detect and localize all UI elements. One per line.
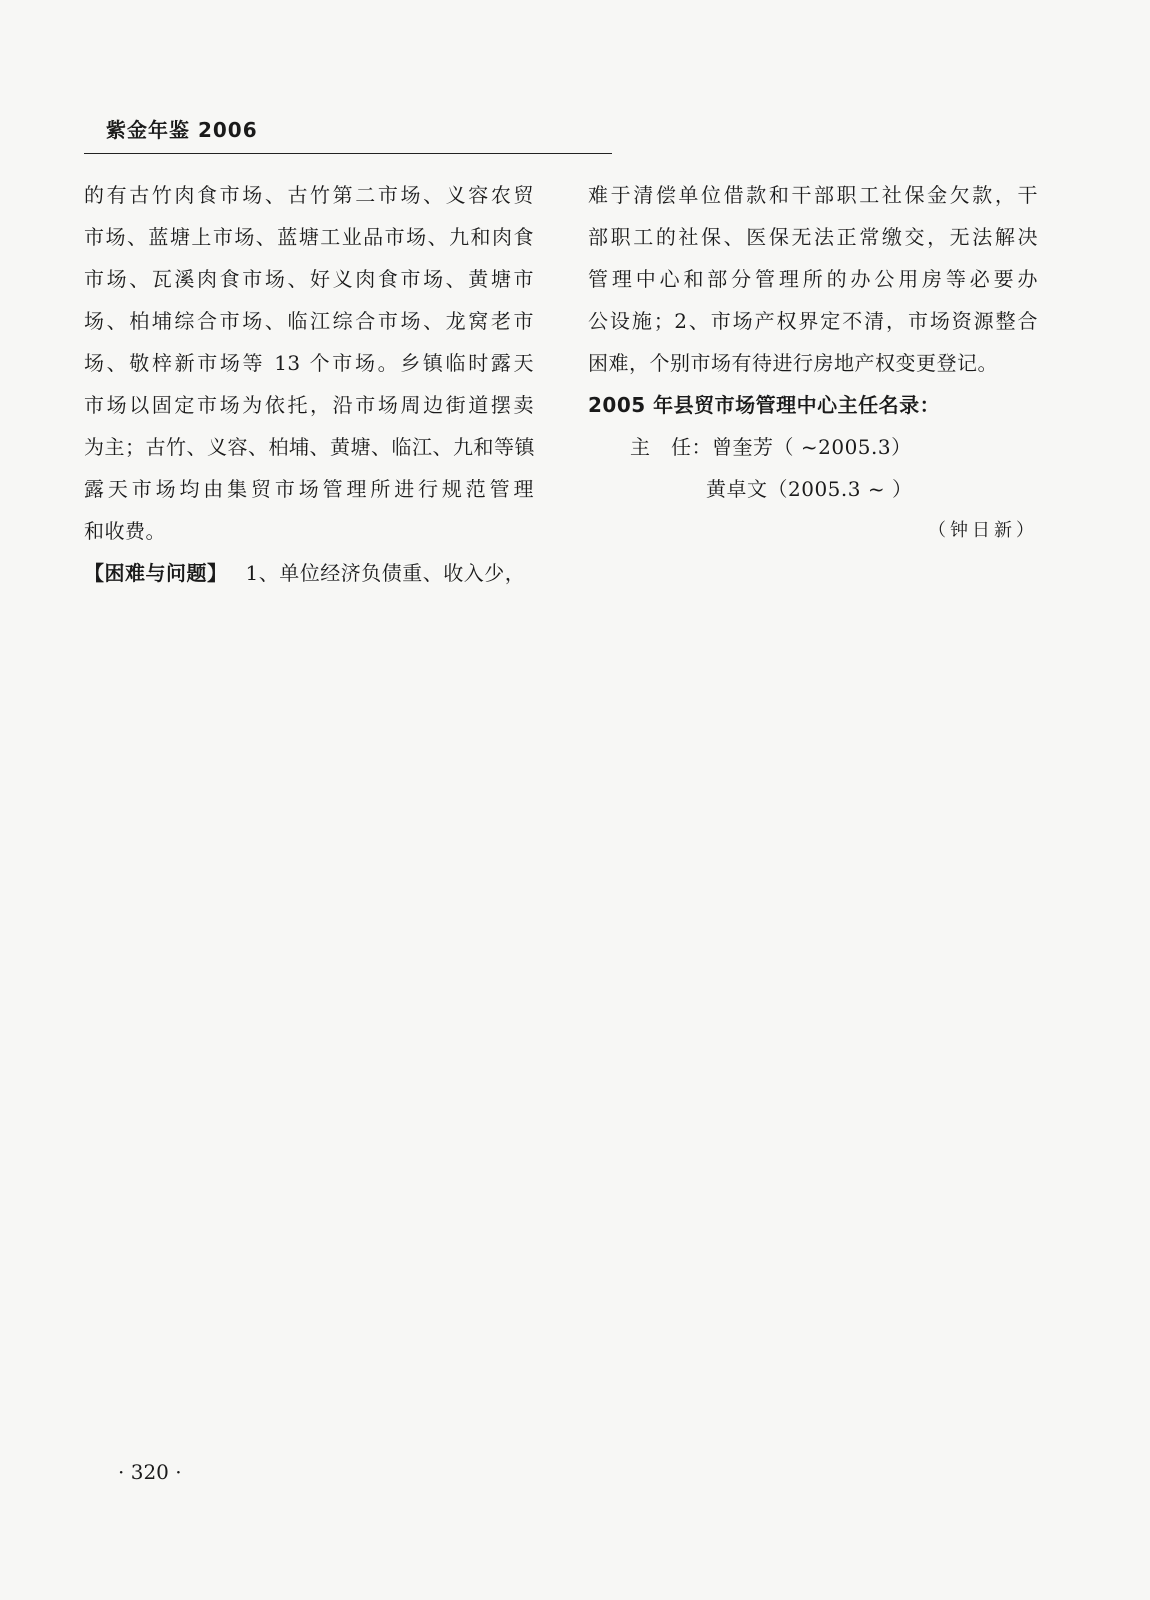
left-column bbox=[84, 174, 534, 594]
director-entry: 主 任：曾奎芳（ ~2005.3） bbox=[630, 435, 912, 459]
body-line: 市场、蓝塘上市场、蓝塘工业品市场、九和肉食 bbox=[84, 225, 534, 249]
roster-heading: 2005 年县贸市场管理中心主任名录： bbox=[588, 393, 941, 417]
section-heading: 【困难与问题】 bbox=[84, 561, 228, 585]
director-entry: 黄卓文（2005.3 ~ ） bbox=[706, 477, 913, 501]
right-column bbox=[588, 174, 1038, 552]
header-rule bbox=[84, 153, 612, 154]
body-line: 露天市场均由集贸市场管理所进行规范管理 bbox=[84, 477, 534, 501]
page-header bbox=[84, 112, 612, 154]
body-line: 管理中心和部分管理所的办公用房等必要办 bbox=[588, 267, 1038, 291]
body-line: 难于清偿单位借款和干部职工社保金欠款，干 bbox=[588, 183, 1038, 207]
body-line: 场、柏埔综合市场、临江综合市场、龙窝老市 bbox=[84, 309, 534, 333]
section-text: 1、单位经济负债重、收入少， bbox=[245, 561, 526, 585]
body-line: 为主；古竹、义容、柏埔、黄塘、临江、九和等镇 bbox=[84, 435, 535, 459]
body-line: 困难，个别市场有待进行房地产权变更登记。 bbox=[588, 351, 998, 375]
header-title: 紫金年鉴 2006 bbox=[106, 118, 258, 142]
body-line: 市场以固定市场为依托，沿市场周边街道摆卖 bbox=[84, 393, 534, 417]
body-line: 部职工的社保、医保无法正常缴交，无法解决 bbox=[588, 225, 1038, 249]
page-number: · 320 · bbox=[118, 1460, 182, 1484]
body-line: 的有古竹肉食市场、古竹第二市场、义容农贸 bbox=[84, 183, 534, 207]
author-credit: （钟日新） bbox=[928, 520, 1038, 541]
section-line bbox=[84, 552, 534, 594]
body-line: 和收费。 bbox=[84, 519, 166, 543]
body-line: 场、敬梓新市场等 13 个市场。乡镇临时露天 bbox=[84, 351, 534, 375]
body-line: 市场、瓦溪肉食市场、好义肉食市场、黄塘市 bbox=[84, 267, 534, 291]
body-line: 公设施；2、市场产权界定不清，市场资源整合 bbox=[588, 309, 1038, 333]
